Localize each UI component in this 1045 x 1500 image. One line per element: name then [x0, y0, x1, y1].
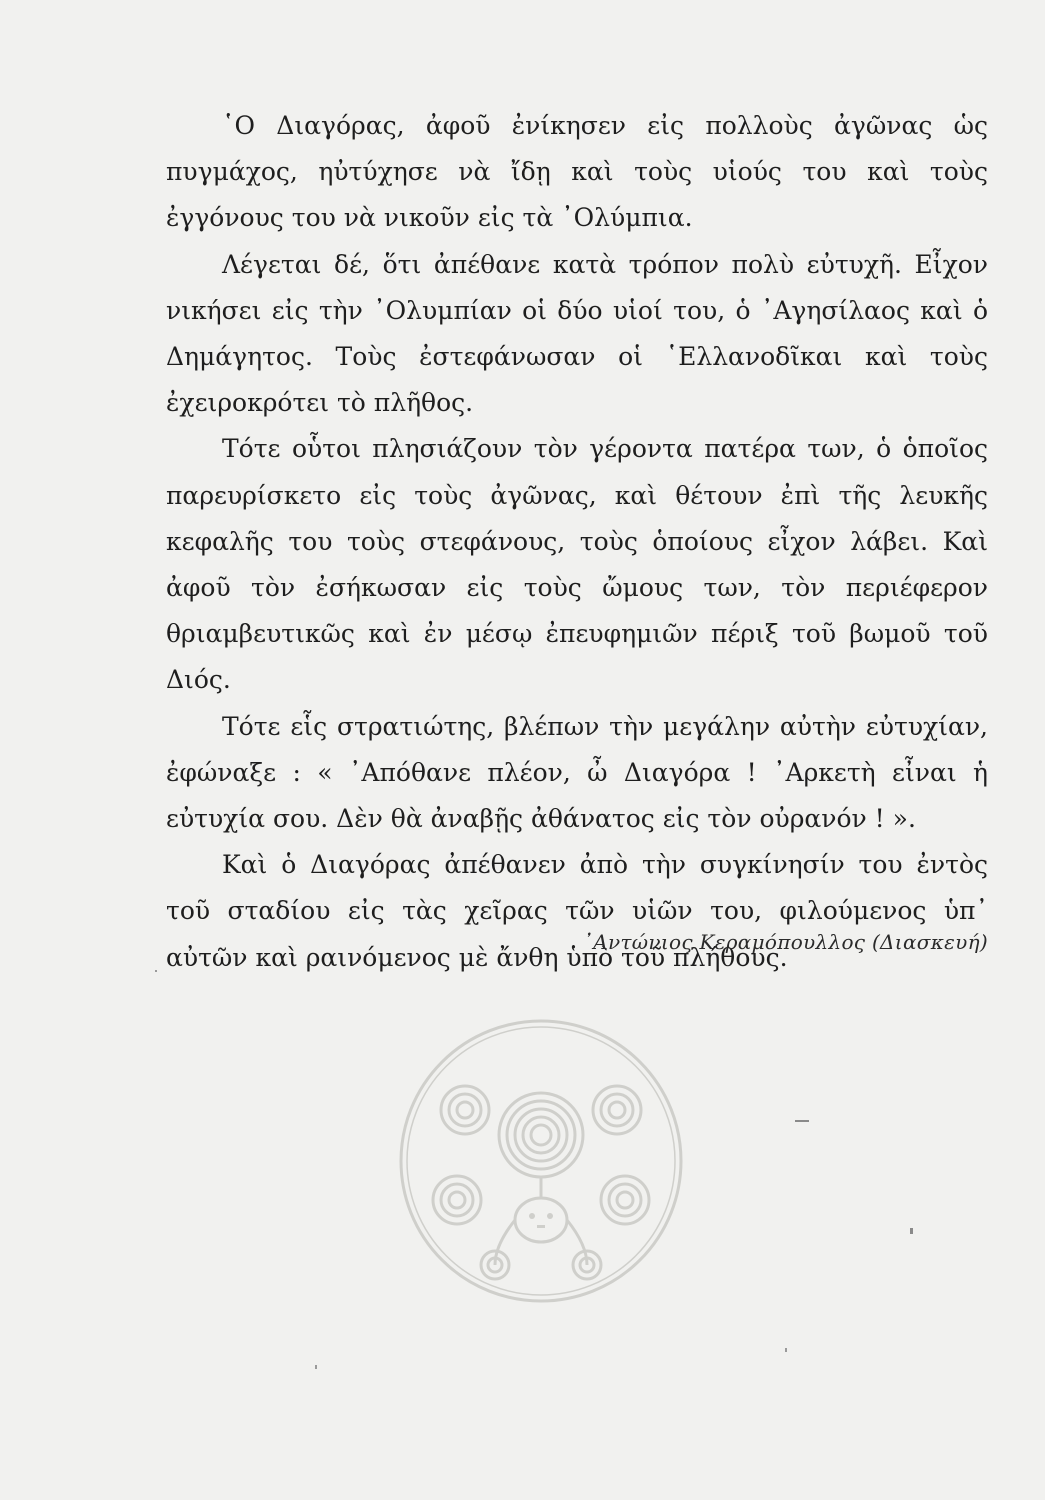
body-text [166, 103, 988, 981]
stray-dot-mark [155, 970, 157, 972]
spiral-rosette-emblem-icon [395, 1015, 687, 1307]
paragraph-5: Καὶ ὁ Διαγόρας ἀπέθανεν ἀπὸ τὴν συγκίνησίν του ἐντὸς τοῦ σταδίου εἰς τὰς χεῖρας τῶν υἱῶν του, φιλούμενος ὑπ᾿ αὐτῶν καὶ ραινόμενος μὲ ἄνθη ὑπὸ τοῦ πλήθους. [166, 850, 988, 972]
paragraph-1: ῾Ο Διαγόρας, ἀφοῦ ἐνίκησεν εἰς πολλοὺς ἀγῶνας ὡς πυγμάχος, ηὐτύχησε νὰ ἴδῃ καὶ τοὺς υἱούς του καὶ τοὺς ἐγγόνους του νὰ νικοῦν εἰς τὰ ᾿Ολύμπια. [166, 111, 988, 233]
stray-dash-mark [795, 1120, 809, 1122]
stray-dot-mark [315, 1365, 317, 1369]
stray-dot-mark [910, 1228, 913, 1234]
paragraph-2: Λέγεται δέ, ὅτι ἀπέθανε κατὰ τρόπον πολὺ εὐτυχῆ. Εἶχον νικήσει εἰς τὴν ᾿Ολυμπίαν οἱ δύο υἱοί του, ὁ ᾿Αγησίλαος καὶ ὁ Δημάγητος. Τοὺς ἐστεφάνωσαν οἱ ῾Ελλανοδῖκαι καὶ τοὺς ἐχειροκρότει τὸ πλῆθος. [166, 249, 988, 418]
author-signature: ᾿Αντώνιος Κεραμόπουλλος (Διασκευή) [582, 930, 988, 954]
paragraph-3: Τότε οὗτοι πλησιάζουν τὸν γέροντα πατέρα των, ὁ ὁποῖος παρευρίσκετο εἰς τοὺς ἀγῶνας, καὶ θέτουν ἐπὶ τῆς λευκῆς κεφαλῆς του τοὺς στεφάνους, τοὺς ὁποίους εἶχον λάβει. Καὶ ἀφοῦ τὸν ἐσήκωσαν εἰς τοὺς ὤμους των, τὸν περιέφερον θριαμβευτικῶς καὶ ἐν μέσῳ ἐπευφημιῶν πέριξ τοῦ βωμοῦ τοῦ Διός. [166, 434, 988, 695]
stray-dot-mark [785, 1348, 787, 1352]
paragraph-4: Τότε εἷς στρατιώτης, βλέπων τὴν μεγάλην αὐτὴν εὐτυχίαν, ἐφώναξε : « ᾿Απόθανε πλέον, ὦ Διαγόρα ! ᾿Αρκετὴ εἶναι ἡ εὐτυχία σου. Δὲν θὰ ἀναβῇς ἀθάνατος εἰς τὸν οὐρανόν ! ». [166, 711, 988, 834]
